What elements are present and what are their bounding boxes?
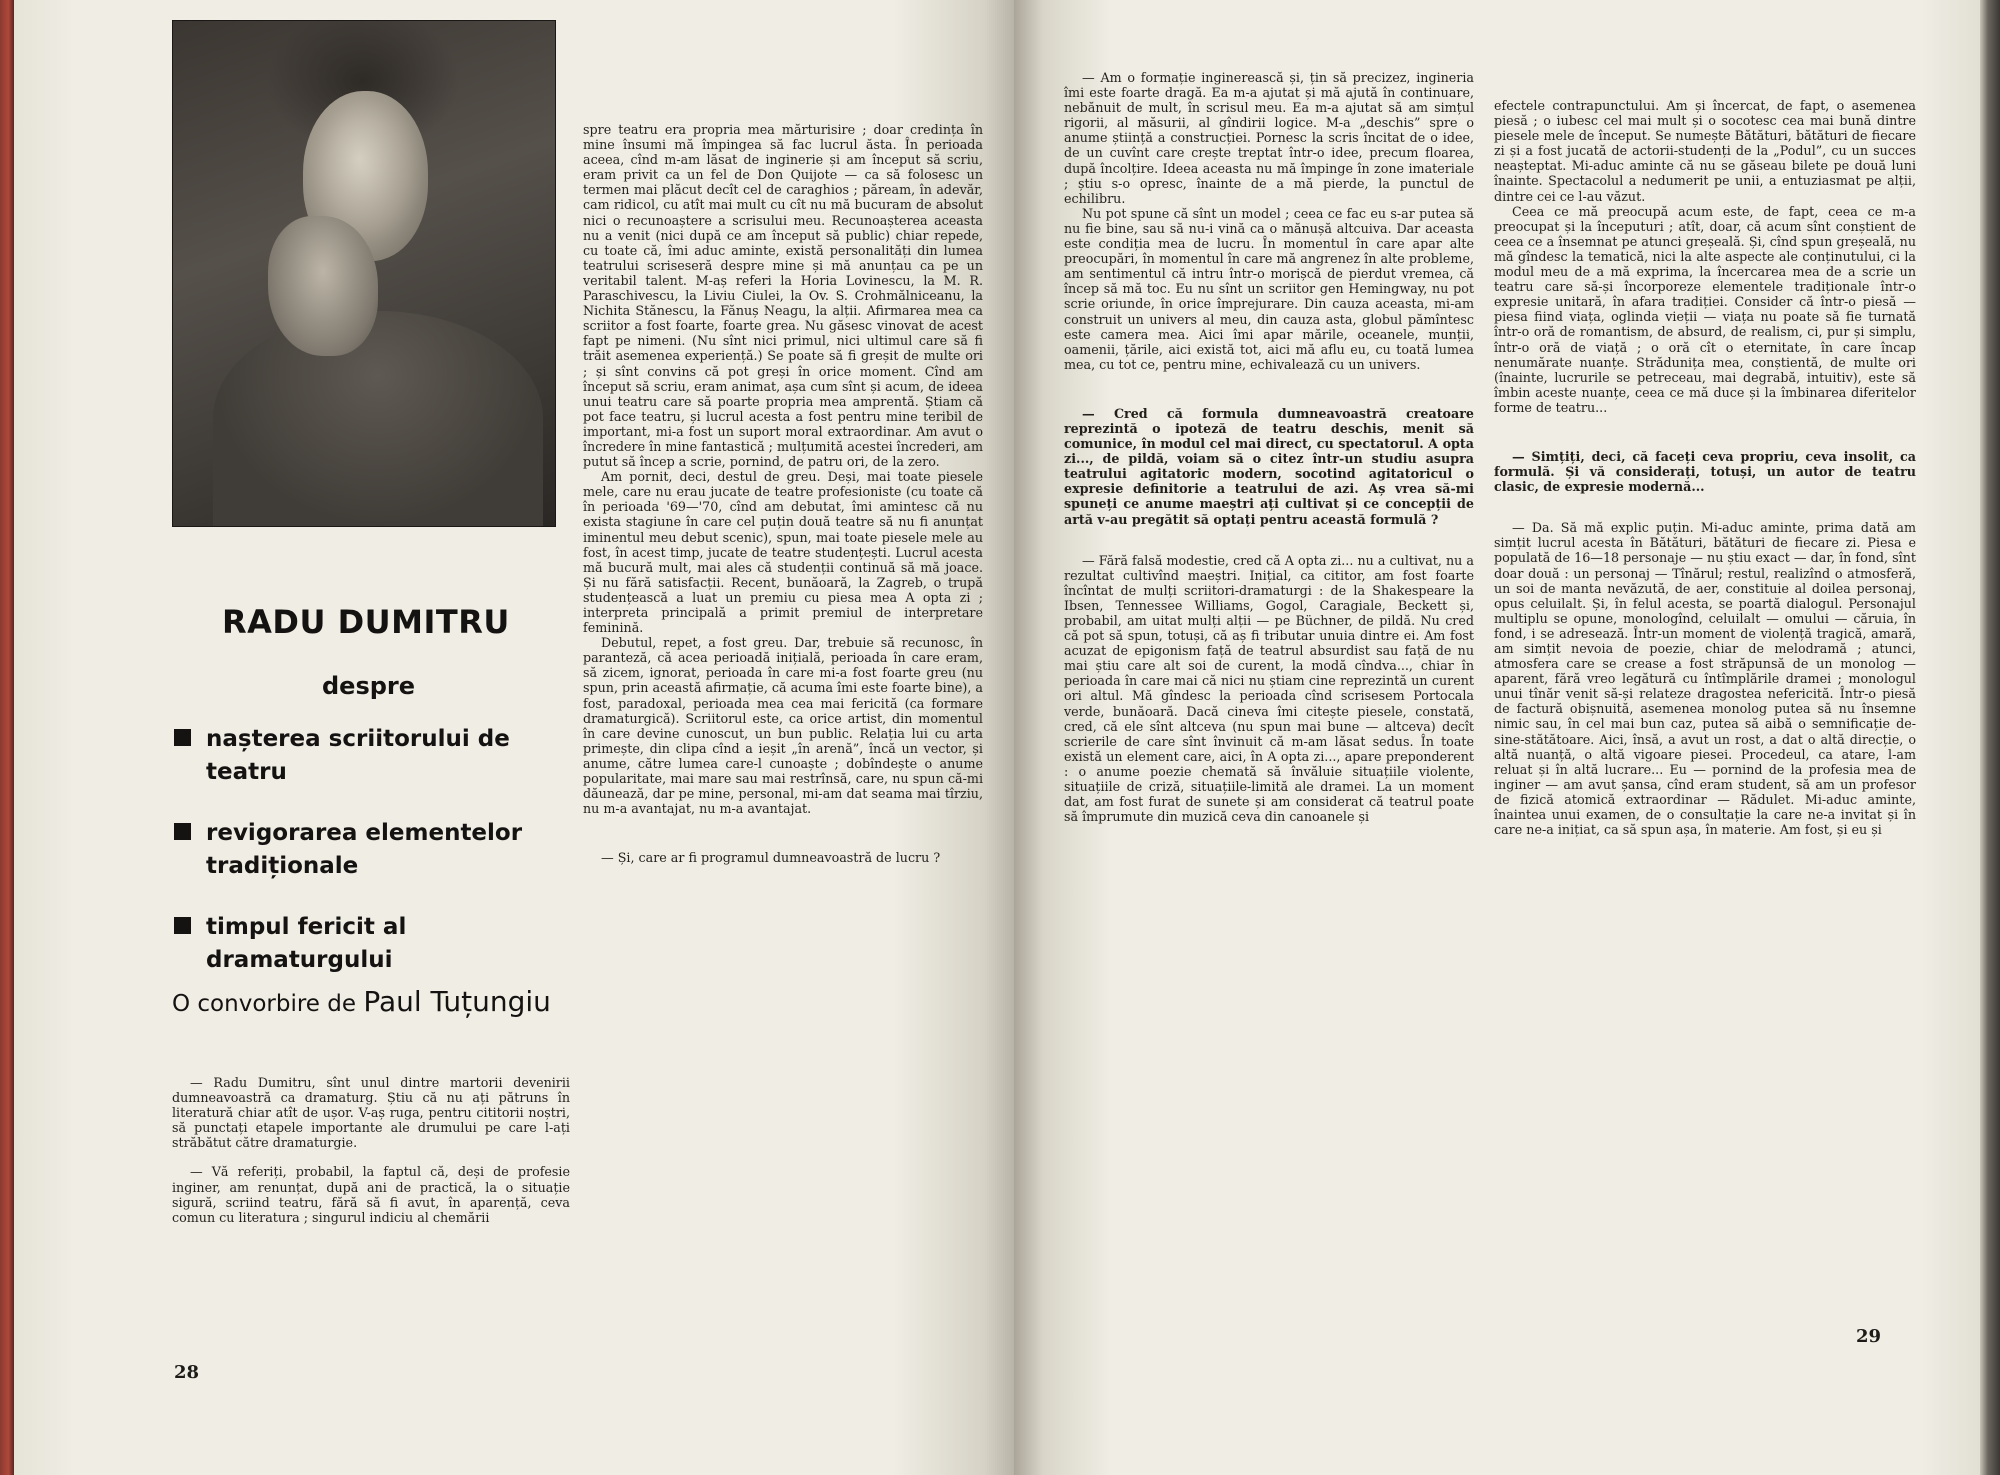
topic-item: timpul fericit al dramaturgului bbox=[174, 911, 554, 977]
paragraph: spre teatru era propria mea mărturisire ; doar credința în mine însumi mă împingea să fac lucrul ăsta. În perioada aceea, cînd m-am lăsat de inginerie și am început să scriu, eram privit ca un fel de Don Quijote — ca să folosesc un termen mai plăcut decît cel de caraghios ; păream, în adevăr, cam ridicol, cu atît mai mult cu cît nu mă bucuram de absolut nici o recunoaștere a scrisului meu. Recunoașterea aceasta nu a venit (nici după ce am început să public) chiar repede, cu toate că, îmi aduc aminte, există personalități din lumea teatrului scriseseră despre mine și mă anunțau ca pe un veritabil talent. M-aș referi la Horia Lovinescu, la M. R. Paraschivescu, la Liviu Ciulei, la Ov. S. Crohmălniceanu, la Nichita Stănescu, la Fănuș Neagu, la alții. Afirmarea mea ca scriitor a fost foarte, foarte grea. Nu găsesc vinovat de acest fapt pe nimeni. (Nu sînt nici primul, nici ultimul care să fi trăit asemenea experiență.) Se poate să fi greșit de multe ori ; și sînt convins că pot greși în orice moment. Cînd am început să scriu, eram animat, așa cum sînt și acum, de ideea unui teatru care să poarte propria mea amprentă. Știam că pot face teatru, și lucrul acesta a fost pentru mine teribil de important, mi-a fost un suport moral extraordinar. Am avut o încredere în mine fantastică ; mulțumită acestei încrederi, am putut să încep a scrie, pornind, de patru ori, de la zero. bbox=[583, 122, 984, 470]
program-question: — Și, care ar fi programul dumneavoastră de lucru ? bbox=[601, 850, 941, 866]
portrait-hand bbox=[268, 216, 378, 356]
paragraph: Debutul, repet, a fost greu. Dar, trebuie să recunosc, în paranteză, că acea perioadă inițială, perioada în care eram, să zicem, ignorat, perioada în care mi-a fost foarte greu (nu spun, prin această afirmație, că acuma îmi este foarte bine), a fost, paradoxal, perioada mea cea mai fericită (ca formare dramaturgică). Scriitorul este, ca orice artist, din momentul în care devine cunoscut, un bun public. Relația lui cu arta primește, din clipa cînd a ieșit „în arenă”, încă un vector, și anume, către lumea care-l cunoaște ; dobîndește o anume popularitate, mai mare sau mai restrînsă, care, nu spun că-mi dăunează, dar pe mine, personal, mi-am dat seama mai tîrziu, nu m-a avantajat, nu m-a avantajat. bbox=[583, 635, 983, 817]
page-number-left: 28 bbox=[174, 1362, 200, 1383]
bullet-square-icon bbox=[174, 729, 191, 746]
left-page bbox=[14, 0, 1014, 1475]
paragraph: efectele contrapunctului. Am și încercat, de fapt, o asemenea piesă ; o iubesc cel mai mult și o socotesc cea mai bună dintre piesele mele de început. Se numește Bătături, bătături de fiecare zi și a fost jucată de actorii-studenți de la „Podul”, cu un succes neașteptat. Mi-aduc aminte că nu se găseau bilete pe două luni înainte. Spectacolul a nedumerit pe unii, a entuziasmat pe alții, dintre cei ce l-au văzut. bbox=[1494, 98, 1916, 204]
column-1 bbox=[172, 1075, 570, 1225]
topic-item: revigorarea elementelor tradiționale bbox=[174, 817, 554, 883]
intro-answer: — Vă referiți, probabil, la faptul că, deși de profesie inginer, am renunțat, după ani de practică, la o situație sigură, scriind teatru, fără să fi avut, în aparență, ceva comun cu literatura ; singurul indiciu al chemării bbox=[172, 1164, 570, 1225]
column-4 bbox=[1494, 98, 1916, 837]
column-3 bbox=[1064, 70, 1474, 824]
paragraph: — Fără falsă modestie, cred că A opta zi... nu a cultivat, nu a rezultat cultivînd maeștri. Inițial, ca cititor, am fost foarte încîntat de mulți scriitori-dramaturgi : de la Shakespeare la Ibsen, Tennessee Williams, Gogol, Caragiale, Beckett și, probabil, am uitat mulți alții — pe Büchner, de pildă. Nu cred că pot să spun, totuși, că aș fi tributar unuia dintre ei. Am fost acuzat de epigonism față de teatrul absurdist sau față de nu mai știu care alt soi de curent, la modă cîndva..., chiar în perioada în care mai că nici nu știam cine reprezintă un curent ori altul. Mă gîndesc la perioada cînd scrisesem Portocala verde, bunăoară. Dacă cineva îmi citește piesele, constată, cred, că ele sînt altceva (nu spun mai bune — altceva) decît scrierile de care sînt învinuit că m-am lăsat sedus. În toate există un element care, aici, în A opta zi..., apare preponderent : o anume poezie chemată să învăluie situațiile violente, situațiile de criză, situațiile-limită ale dramei. La un moment dat, am fost furat de sunete și am considerat că teatrul poate să împrumute din muzică ceva din canoanele și bbox=[1064, 552, 1474, 825]
paragraph: Ceea ce mă preocupă acum este, de fapt, ceea ce m-a preocupat și la începuturi ; atît, doar, că acum sînt conștient de ceea ce a însemnat pe atunci greșeală. Și, cînd spun greșeală, nu mă gîndesc la tematică, nici la alte aspecte ale conținutului, ci la modul meu de a mă exprima, la încercarea mea de a scrie un teatru care să-și încorporeze elementele tradiționale într-o expresie unitară, în afara tradiției. Consider că într-o piesă — piesa fiind viața, oglinda vieții — viața nu poate să fie turnată într-o oră de romantism, de absurd, de realism, ci, pur și simplu, într-o oră de viață ; o oră cît o eternitate, în care încap nenumărate nuanțe. Strădunița mea, conștientă, de multe ori (înainte, lucrurile se petreceau, mai degrabă, intuitiv), este să îmbin aceste nuanțe, ceea ce mă duce și la îmbinarea diferitelor forme de teatru... bbox=[1494, 203, 1916, 415]
book-edge-left bbox=[0, 0, 14, 1475]
formula-question: — Cred că formula dumneavoastră creatoare reprezintă o ipoteză de teatru deschis, menit să comunice, în modul cel mai direct, cu spectatorul. A opta zi..., de pildă, voiam să o citez într-un studiu asupra teatrului agitatoric modern, socotind agitatoricul o expresie definitorie a teatrului de azi. Aș vrea să-mi spuneți ce anume maeștri ați cultivat și ce concepții de artă v-au pregătit să optați pentru această formulă ? bbox=[1064, 405, 1474, 527]
topic-item: nașterea scriitorului de teatru bbox=[174, 723, 554, 789]
portrait-body bbox=[213, 311, 543, 526]
right-page bbox=[1014, 0, 1980, 1475]
paragraph: Nu pot spune că sînt un model ; ceea ce fac eu s-ar putea să nu fie bine, sau să nu-i vină ca o mănușă altcuiva. Dar aceasta este condiția mea de lucru. În momentul în care apar alte preocupări, în momentul în care mă angrenez în alte probleme, am sentimentul că intru într-o morișcă de pierdut vremea, că încep să mă toc. Eu nu sînt un scriitor gen Hemingway, nu pot scrie oriunde, în orice împrejurare. Din cauza aceasta, mi-am construit un univers al meu, din cauza asta, globul pămîntesc este camera mea. Aici îmi apar mările, oceanele, munții, oamenii, țările, aici există tot, aici mă aflu eu, cu toată lumea mea, cu tot ce, pentru mine, echivalează cu un univers. bbox=[1064, 205, 1474, 372]
topics-list bbox=[174, 723, 554, 1005]
paragraph: Am pornit, deci, destul de greu. Deși, mai toate piesele mele, care nu erau jucate de teatre profesioniste (cu toate că în perioada '69—'70, cînd am debutat, îmi amintesc că nu exista stagiune în care cel puțin două teatre să nu fi anunțat iminentul meu debut scenic), spun, mai toate piesele mele au fost, în acest timp, jucate de teatre studențești. Lucrul acesta mă bucură mult, mai ales că studenții continuă să mă joace. Și nu fără satisfacții. Recent, bunăoară, la Zagreb, o trupă studențească a luat un premiu cu piesa mea A opta zi ; interpreta principală a primit premiul de interpretare feminină. bbox=[583, 469, 983, 636]
despre-label: despre bbox=[322, 672, 416, 700]
column-2 bbox=[583, 122, 983, 865]
author-portrait-photo bbox=[172, 20, 556, 527]
book-edge-right bbox=[1980, 0, 2000, 1475]
bullet-square-icon bbox=[174, 917, 191, 934]
page-number-right: 29 bbox=[1856, 1326, 1882, 1347]
bullet-square-icon bbox=[174, 823, 191, 840]
paragraph: — Am o formație inginerească și, țin să precizez, ingineria îmi este foarte dragă. Ea m-a ajutat și mă ajută în continuare, nebănuit de mult, în scrisul meu. Ea m-a ajutat să am simțul rigorii, al măsurii, al gîndirii logice. M-a „deschis” spre o anume știință a construcției. Pornesc la scris încitat de o idee, de un cuvînt care crește treptat într-o idee, precum floarea, după încolțire. Ideea aceasta nu mă împinge în zone imateriale ; știu s-o opresc, înainte de a mă pierde, la punctul de echilibru. bbox=[1064, 70, 1474, 206]
byline-prefix: O convorbire de bbox=[172, 991, 356, 1017]
classic-question: — Simțiți, deci, că faceți ceva propriu, ceva insolit, ca formulă. Și vă considerați, totuși, un autor de teatru clasic, de expresie modernă... bbox=[1494, 448, 1916, 495]
intro-question: — Radu Dumitru, sînt unul dintre martorii devenirii dumneavoastră ca dramaturg. Știu că nu ați pătruns în literatură chiar atît de ușor. V-aș ruga, pentru cititorii noștri, să punctați etapele importante ale drumului pe care l-ați străbătut către dramaturgie. bbox=[172, 1075, 570, 1151]
paragraph: — Da. Să mă explic puțin. Mi-aduc aminte, prima dată am simțit lucrul acesta în Bătături, bătături de fiecare zi. Piesa e populată de 16—18 personaje — nu știu exact — dar, în fond, sînt doar două : un personaj — Tînărul; restul, realizînd o atmosferă, un soi de manta nevăzută, de aer, constituie al doilea personaj, opus celuilalt. Și, în felul acesta, se poartă dialogul. Personajul multiplu se opune, monologînd, celuilalt — omului — căruia, în fond, i se adresează. Într-un moment de violență tragică, amară, am simțit nevoia de poezie, chiar de melodramă ; atunci, atmosfera care se crease a fost străpunsă de un monolog — aparent, fără vreo legătură cu întîmplările dramei ; monologul unui tînăr venit să-și relateze dragostea nefericită. Într-o piesă de factură obișnuită, asemenea monolog putea să nu însemne nimic sau, în cel mai bun caz, putea să aibă o semnificație de-sine-stătătoare. Aici, însă, a avut un rost, a dat o altă direcție, o altă nuanță, o altă vigoare piesei. Procedeul, ca atare, l-am reluat și în altă lucrare... Eu — pornind de la profesia mea de inginer — am avut șansa, cînd eram student, să am un profesor de fizică atomică extraordinar — Rădulet. Mi-aduc aminte, înaintea unui examen, de o consultație la care ne-a invitat și în care ne-a inițiat, ca să spun așa, în materie. Am fost, și eu și bbox=[1494, 520, 1916, 838]
byline bbox=[172, 985, 551, 1018]
interview-headline: RADU DUMITRU bbox=[222, 603, 510, 641]
byline-author: Paul Tuțungiu bbox=[363, 985, 551, 1018]
